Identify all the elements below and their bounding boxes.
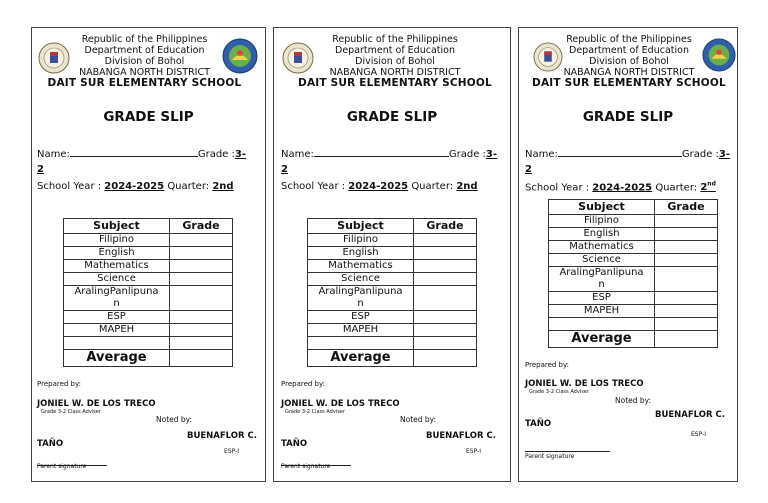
principal-title: ESP-I xyxy=(691,431,707,438)
teacher-title: Grade 3-2 Class Adviser xyxy=(41,409,101,415)
subject-cell: Science xyxy=(64,273,170,286)
grade-cell[interactable] xyxy=(414,234,477,247)
grade-slip-3 xyxy=(518,27,738,482)
table-row-blank xyxy=(549,318,718,331)
name-blank[interactable] xyxy=(70,147,198,157)
subject-cell: English xyxy=(549,228,655,241)
principal-last: TAÑO xyxy=(37,439,64,449)
header-division: Division of Bohol xyxy=(589,56,669,67)
table-row-blank xyxy=(308,337,477,350)
header-division: Division of Bohol xyxy=(355,56,435,67)
table-row xyxy=(549,292,718,305)
subject-cell: ESP xyxy=(308,311,414,324)
grade-cell[interactable] xyxy=(414,286,477,311)
grade-header: Grade xyxy=(414,219,477,234)
subject-cell: Mathematics xyxy=(549,241,655,254)
principal-first: BUENAFLOR C. xyxy=(655,410,725,420)
slip-title: GRADE SLIP xyxy=(103,109,194,125)
header-republic: Republic of the Philippines xyxy=(81,34,208,45)
prepared-by: Prepared by: xyxy=(525,361,569,369)
subject-cell: Science xyxy=(549,254,655,267)
school-year-row xyxy=(281,181,478,192)
grade-cell[interactable] xyxy=(655,318,718,331)
table-row xyxy=(64,247,233,260)
name-row xyxy=(281,147,497,160)
school-year-label: School Year : xyxy=(281,181,346,192)
grade-value-cont: 2 xyxy=(37,164,44,175)
school-year-row xyxy=(525,181,716,193)
subject-text: AralingPanlipuna xyxy=(559,267,644,278)
average-label: Average xyxy=(64,350,170,367)
subject-cell: MAPEH xyxy=(308,324,414,337)
name-label: Name: xyxy=(37,149,70,160)
quarter-label: Quarter: xyxy=(655,182,698,194)
slip-header xyxy=(519,32,737,90)
quarter-value: 2nd xyxy=(456,181,478,192)
grade-value: 3- xyxy=(718,149,731,160)
school-year-value: 2024-2025 xyxy=(592,182,653,194)
name-row xyxy=(525,147,730,160)
table-header-row xyxy=(64,219,233,234)
subject-cell-blank xyxy=(64,337,170,350)
table-row xyxy=(64,324,233,337)
subject-cell: Filipino xyxy=(549,215,655,228)
table-row xyxy=(64,286,233,311)
grade-header: Grade xyxy=(655,200,718,215)
table-row xyxy=(308,286,477,311)
grade-header: Grade xyxy=(170,219,233,234)
teacher-title: Grade 3-2 Class Adviser xyxy=(285,409,345,415)
grade-cell[interactable] xyxy=(414,247,477,260)
table-row xyxy=(549,254,718,267)
subject-text-cont: n xyxy=(598,279,605,290)
grade-value: 3- xyxy=(234,149,247,160)
teacher-title: Grade 3-2 Class Adviser xyxy=(529,389,589,395)
subject-header: Subject xyxy=(549,200,655,215)
principal-last: TAÑO xyxy=(525,419,552,429)
name-label: Name: xyxy=(525,149,558,160)
header-district: NABANGA NORTH DISTRICT xyxy=(563,67,695,78)
header-school: DAIT SUR ELEMENTARY SCHOOL xyxy=(532,77,726,89)
grade-cell[interactable] xyxy=(414,324,477,337)
quarter-number: 2 xyxy=(700,182,708,194)
teacher-name: JONIEL W. DE LOS TRECO xyxy=(281,399,400,409)
grade-slip-2 xyxy=(273,27,511,482)
subject-cell: English xyxy=(64,247,170,260)
subject-text: AralingPanlipuna xyxy=(74,286,159,297)
name-row xyxy=(37,147,246,160)
teacher-name: JONIEL W. DE LOS TRECO xyxy=(37,399,156,409)
quarter-label: Quarter: xyxy=(411,181,454,192)
grades-table xyxy=(548,199,718,348)
subject-cell xyxy=(308,286,414,311)
parent-signature-label: Parent signature xyxy=(37,463,87,470)
noted-by: Noted by: xyxy=(615,396,652,405)
grades-table xyxy=(63,218,233,367)
quarter-value: 2nd xyxy=(212,181,234,192)
subject-cell xyxy=(549,267,655,292)
table-row xyxy=(549,215,718,228)
average-row xyxy=(308,350,477,367)
table-row xyxy=(64,260,233,273)
slip-title: GRADE SLIP xyxy=(346,109,438,125)
subject-cell: Filipino xyxy=(64,234,170,247)
school-year-value: 2024-2025 xyxy=(348,181,409,192)
grade-cell[interactable] xyxy=(170,260,233,273)
table-row xyxy=(308,311,477,324)
subject-cell: MAPEH xyxy=(64,324,170,337)
principal-first: BUENAFLOR C. xyxy=(426,431,496,441)
table-row xyxy=(549,305,718,318)
grade-cell[interactable] xyxy=(170,324,233,337)
subject-cell: ESP xyxy=(549,292,655,305)
average-label: Average xyxy=(308,350,414,367)
average-cell[interactable] xyxy=(414,350,477,367)
average-row xyxy=(64,350,233,367)
table-row xyxy=(64,311,233,324)
header-department: Department of Education xyxy=(335,45,455,56)
average-cell[interactable] xyxy=(655,331,718,348)
subject-cell xyxy=(64,286,170,311)
prepared-by: Prepared by: xyxy=(37,380,81,388)
slip-header xyxy=(32,32,265,90)
subject-cell: Mathematics xyxy=(308,260,414,273)
header-republic: Republic of the Philippines xyxy=(566,34,692,45)
principal-title: ESP-I xyxy=(466,448,482,455)
table-row xyxy=(308,273,477,286)
grade-cell[interactable] xyxy=(414,260,477,273)
table-header-row xyxy=(549,200,718,215)
school-year-value: 2024-2025 xyxy=(104,181,165,192)
slip-header xyxy=(274,32,510,90)
header-school: DAIT SUR ELEMENTARY SCHOOL xyxy=(47,77,242,89)
header-district: NABANGA NORTH DISTRICT xyxy=(79,67,210,78)
subject-cell: Filipino xyxy=(308,234,414,247)
grade-label: Grade : xyxy=(681,149,719,160)
table-row xyxy=(308,260,477,273)
subject-cell: Science xyxy=(308,273,414,286)
table-row xyxy=(549,241,718,254)
prepared-by: Prepared by: xyxy=(281,380,325,388)
subject-text-cont: n xyxy=(357,298,364,309)
subject-cell: ESP xyxy=(64,311,170,324)
average-cell[interactable] xyxy=(170,350,233,367)
grade-label: Grade : xyxy=(197,149,235,160)
quarter-value xyxy=(700,182,716,193)
average-row xyxy=(549,331,718,348)
header-division: Division of Bohol xyxy=(104,56,185,67)
subject-cell: English xyxy=(308,247,414,260)
subject-text-cont: n xyxy=(113,298,120,309)
noted-by: Noted by: xyxy=(156,415,193,424)
grade-cell[interactable] xyxy=(170,311,233,324)
header-school: DAIT SUR ELEMENTARY SCHOOL xyxy=(298,77,492,89)
table-row xyxy=(549,267,718,292)
grade-value-cont: 2 xyxy=(525,164,532,175)
subject-cell-blank xyxy=(308,337,414,350)
teacher-name: JONIEL W. DE LOS TRECO xyxy=(525,379,644,389)
name-label: Name: xyxy=(281,149,314,160)
subject-header: Subject xyxy=(308,219,414,234)
parent-signature-label: Parent signature xyxy=(281,463,331,470)
grade-label: Grade : xyxy=(448,149,486,160)
grade-slip-1 xyxy=(31,27,266,482)
grade-cell[interactable] xyxy=(170,234,233,247)
grade-value-cont: 2 xyxy=(281,164,288,175)
subject-text: AralingPanlipuna xyxy=(318,286,403,297)
school-year-row xyxy=(37,181,234,192)
table-header-row xyxy=(308,219,477,234)
header-department: Department of Education xyxy=(84,45,205,56)
grade-cell[interactable] xyxy=(655,254,718,267)
grade-cell[interactable] xyxy=(655,292,718,305)
header-republic: Republic of the Philippines xyxy=(332,34,458,45)
slip-title: GRADE SLIP xyxy=(582,109,674,125)
grade-cell[interactable] xyxy=(655,267,718,292)
grade-cell[interactable] xyxy=(414,311,477,324)
table-row-blank xyxy=(64,337,233,350)
subject-header: Subject xyxy=(64,219,170,234)
header-department: Department of Education xyxy=(569,45,689,56)
grade-cell[interactable] xyxy=(655,241,718,254)
table-row xyxy=(308,324,477,337)
grade-cell[interactable] xyxy=(655,305,718,318)
quarter-label: Quarter: xyxy=(167,181,210,192)
average-label: Average xyxy=(549,331,655,348)
parent-signature-line[interactable] xyxy=(525,451,610,452)
principal-first: BUENAFLOR C. xyxy=(187,431,257,441)
grade-cell[interactable] xyxy=(655,228,718,241)
subject-cell: MAPEH xyxy=(549,305,655,318)
grade-cell[interactable] xyxy=(655,215,718,228)
grade-cell[interactable] xyxy=(170,247,233,260)
school-year-label: School Year : xyxy=(525,182,590,194)
grade-cell[interactable] xyxy=(414,337,477,350)
name-blank[interactable] xyxy=(558,147,682,157)
parent-signature-label: Parent signature xyxy=(525,453,575,460)
subject-cell: Mathematics xyxy=(64,260,170,273)
table-row xyxy=(64,234,233,247)
grade-cell[interactable] xyxy=(170,337,233,350)
table-row xyxy=(549,228,718,241)
table-row xyxy=(64,273,233,286)
name-blank[interactable] xyxy=(314,147,449,157)
school-year-label: School Year : xyxy=(37,181,102,192)
quarter-suffix: nd xyxy=(707,181,716,188)
subject-cell-blank xyxy=(549,318,655,331)
principal-title: ESP-I xyxy=(224,448,240,455)
grade-value: 3- xyxy=(485,149,498,160)
grade-cell[interactable] xyxy=(170,273,233,286)
grade-cell[interactable] xyxy=(414,273,477,286)
grades-table xyxy=(307,218,477,367)
table-row xyxy=(308,234,477,247)
table-row xyxy=(308,247,477,260)
header-district: NABANGA NORTH DISTRICT xyxy=(329,67,461,78)
principal-last: TAÑO xyxy=(281,439,308,449)
noted-by: Noted by: xyxy=(400,415,437,424)
grade-cell[interactable] xyxy=(170,286,233,311)
